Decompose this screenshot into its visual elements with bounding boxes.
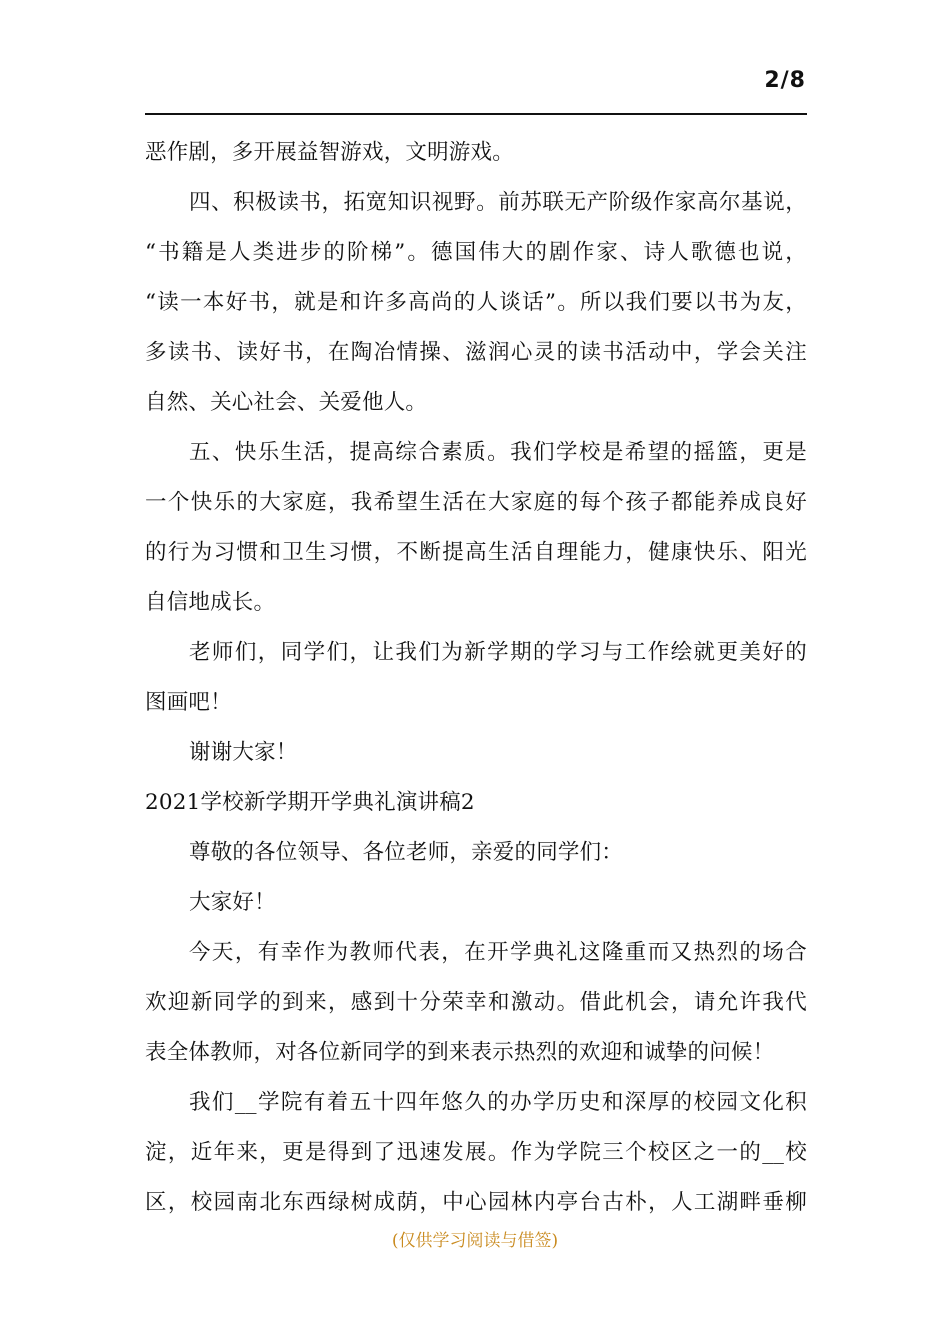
- paragraph-line: 谢谢大家！: [189, 740, 298, 765]
- paragraph-line: 五、快乐生活，提高综合素质。我们学校是希望的摇篮，更是: [189, 440, 807, 465]
- paragraph-line: 淀，近年来，更是得到了迅速发展。作为学院三个校区之一的__校: [145, 1140, 807, 1165]
- document-body: [145, 128, 807, 1228]
- paragraph-line: “书籍是人类进步的阶梯”。德国伟大的剧作家、诗人歌德也说，: [145, 240, 807, 265]
- header-divider: [145, 113, 807, 115]
- paragraph-line: 我们__学院有着五十四年悠久的办学历史和深厚的校园文化积: [189, 1090, 807, 1115]
- paragraph-line: 表全体教师，对各位新同学的到来表示热烈的欢迎和诚挚的问候！: [145, 1040, 775, 1065]
- paragraph-line: 自信地成长。: [145, 590, 276, 615]
- footer-note: (仅供学习阅读与借签): [391, 1231, 559, 1251]
- paragraph-line: 的行为习惯和卫生习惯，不断提高生活自理能力，健康快乐、阳光: [145, 540, 807, 565]
- paragraph-line: 区，校园南北东西绿树成荫，中心园林内亭台古朴，人工湖畔垂柳: [145, 1190, 807, 1215]
- page-number: 2/8: [764, 68, 806, 93]
- paragraph-line: 四、积极读书，拓宽知识视野。前苏联无产阶级作家高尔基说，: [189, 190, 807, 215]
- paragraph-line: 大家好！: [189, 890, 276, 915]
- paragraph-line: 欢迎新同学的到来，感到十分荣幸和激动。借此机会，请允许我代: [145, 990, 807, 1015]
- section-title: 2021学校新学期开学典礼演讲稿2: [145, 790, 475, 815]
- paragraph-line: 一个快乐的大家庭，我希望生活在大家庭的每个孩子都能养成良好: [145, 490, 807, 515]
- paragraph-line: 尊敬的各位领导、各位老师，亲爱的同学们：: [189, 840, 624, 865]
- paragraph-line: 图画吧！: [145, 690, 232, 715]
- paragraph-line: 恶作剧，多开展益智游戏，文明游戏。: [145, 140, 514, 165]
- paragraph-line: 今天，有幸作为教师代表，在开学典礼这隆重而又热烈的场合: [189, 940, 807, 965]
- paragraph-line: 多读书、读好书，在陶冶情操、滋润心灵的读书活动中，学会关注: [145, 340, 807, 365]
- paragraph-line: “读一本好书，就是和许多高尚的人谈话”。所以我们要以书为友，: [145, 290, 807, 315]
- paragraph-line: 自然、关心社会、关爱他人。: [145, 390, 428, 415]
- paragraph-line: 老师们，同学们，让我们为新学期的学习与工作绘就更美好的: [189, 640, 807, 665]
